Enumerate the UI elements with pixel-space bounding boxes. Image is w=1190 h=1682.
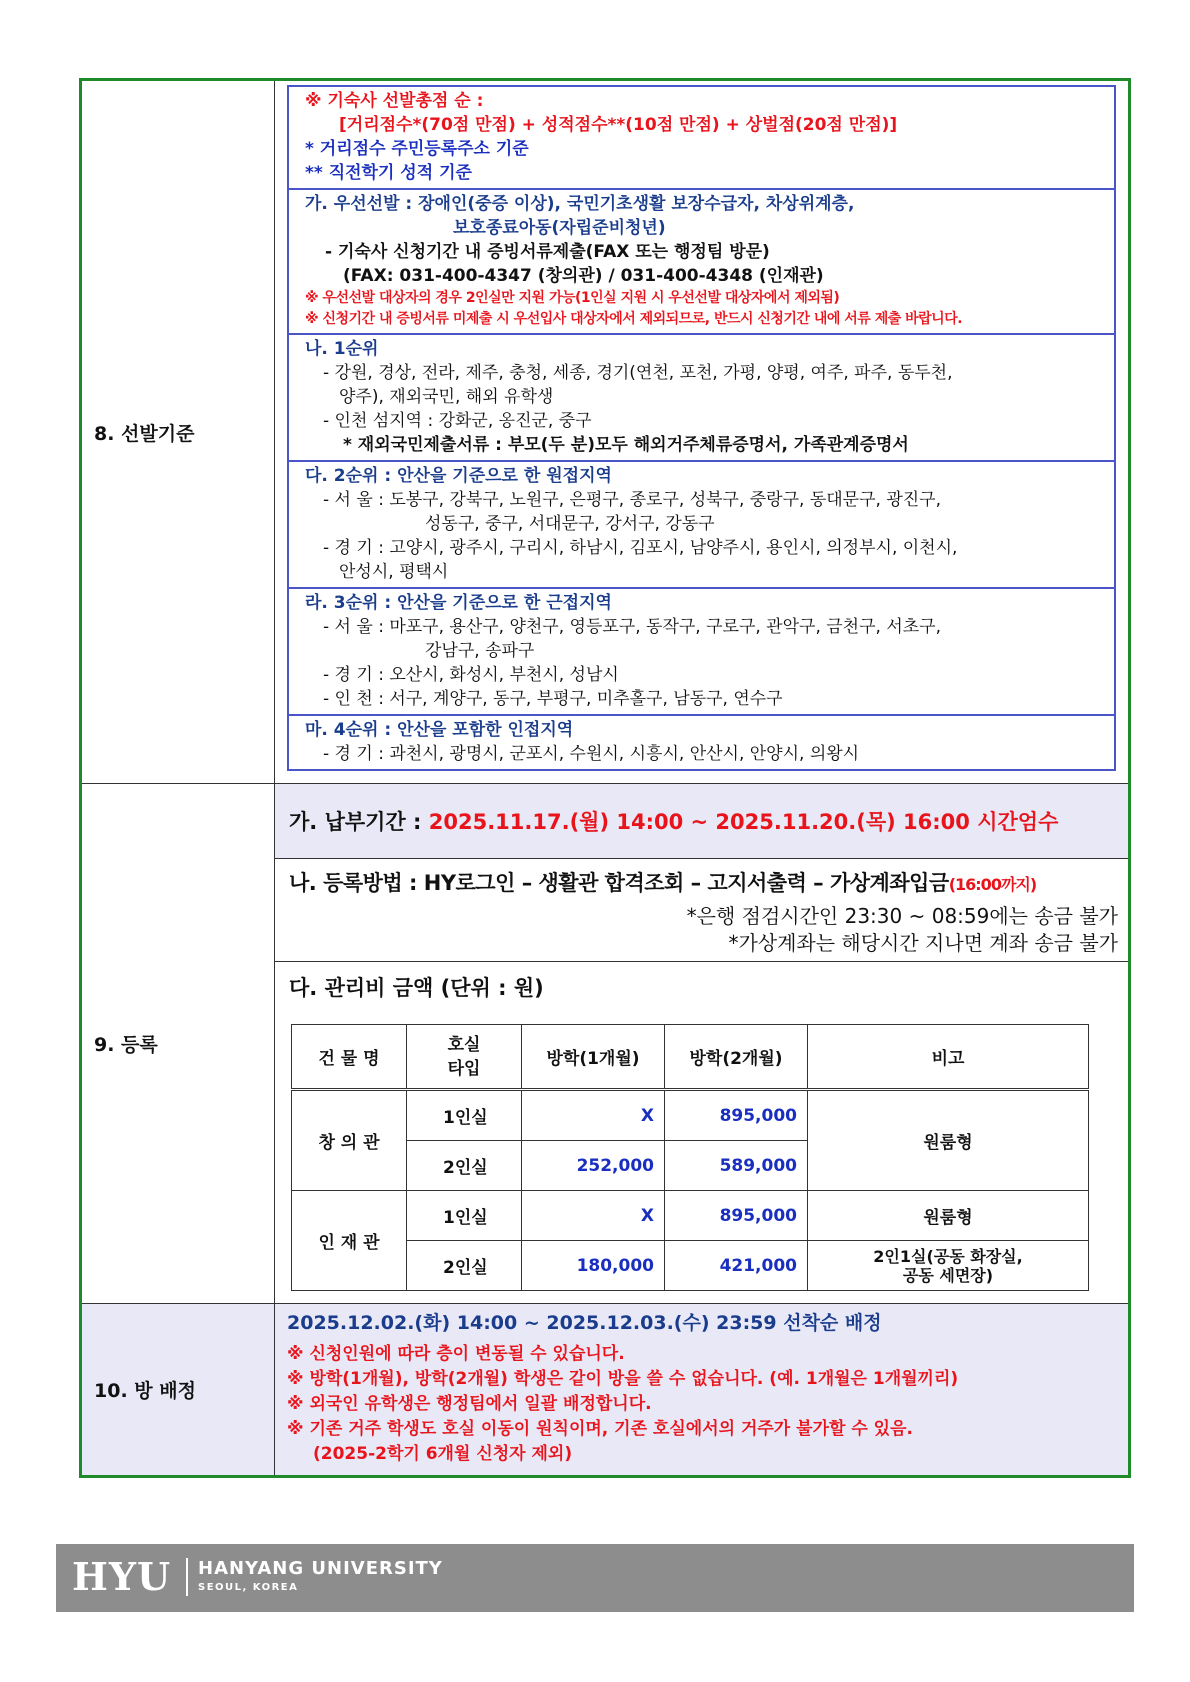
rank1-box: [287, 335, 1116, 462]
fee-1month: X: [522, 1191, 665, 1241]
fee-header-room-type: 호실 타입: [407, 1025, 522, 1090]
room-note-1: ※ 신청인원에 따라 층이 변동될 수 있습니다.: [287, 1344, 625, 1364]
fee-note-line-2: 공동 세면장): [902, 1265, 994, 1285]
footer-bar: [56, 1544, 1134, 1612]
fee-cell: [275, 962, 1130, 1304]
payment-period: [275, 784, 1128, 858]
fee-1month: 252,000: [522, 1141, 665, 1191]
fee-note: [808, 1241, 1089, 1291]
rank4-line-1: - 경 기 : 과천시, 광명시, 군포시, 수원시, 시흥시, 안산시, 안양시, 의왕시: [323, 744, 860, 764]
fee-section: [275, 962, 1128, 1303]
rank4-box: [287, 716, 1116, 771]
priority-title-1: 가. 우선선발 : 장애인(중증 이상), 국민기초생활 보장수급자, 차상위계층,: [305, 194, 855, 214]
priority-note-1: ※ 우선선발 대상자의 경우 2인실만 지원 가능(1인실 지원 시 우선선발 대상자에서 제외됨): [305, 290, 840, 306]
payment-period-label: 가. 납부기간 :: [289, 810, 422, 834]
fee-header-row: [292, 1025, 1089, 1090]
fee-2month: 421,000: [665, 1241, 808, 1291]
section-8-row: [81, 80, 1130, 784]
university-name: HANYANG UNIVERSITY: [198, 1558, 443, 1579]
fee-2month: 589,000: [665, 1141, 808, 1191]
rank3-line-2: 강남구, 송파구: [425, 641, 535, 661]
table-row: [292, 1191, 1089, 1241]
priority-line-2: (FAX: 031-400-4347 (창의관) / 031-400-4348 (인재관): [343, 266, 824, 286]
rank2-line-1: - 서 울 : 도봉구, 강북구, 노원구, 은평구, 종로구, 성북구, 중랑구, 동대문구, 광진구,: [323, 490, 942, 510]
registration-method: [275, 859, 1128, 961]
rank3-line-1: - 서 울 : 마포구, 용산구, 양천구, 영등포구, 동작구, 구로구, 관악구, 금천구, 서초구,: [323, 617, 942, 637]
room-type: 1인실: [407, 1090, 522, 1141]
fee-title: 다. 관리비 금액 (단위 : 원): [289, 976, 544, 1000]
rank2-title: 다. 2순위 : 안산을 기준으로 한 원접지역: [305, 466, 612, 486]
bank-notes: [289, 903, 1118, 957]
rank1-title: 나. 1순위: [305, 339, 379, 359]
score-note-distance: * 거리점수 주민등록주소 기준: [305, 139, 529, 159]
rank3-title: 라. 3순위 : 안산을 기준으로 한 근접지역: [305, 593, 612, 613]
fee-2month: 895,000: [665, 1090, 808, 1141]
room-type: 2인실: [407, 1141, 522, 1191]
fee-header-note: 비고: [808, 1025, 1089, 1090]
bank-note-2: *가상계좌는 해당시간 지나면 계좌 송금 불가: [728, 931, 1118, 955]
rank3-line-4: - 인 천 : 서구, 계양구, 동구, 부평구, 미추홀구, 남동구, 연수구: [323, 689, 783, 709]
table-row: [292, 1241, 1089, 1291]
section-8-label: 8. 선발기준: [81, 80, 275, 784]
room-type: 1인실: [407, 1191, 522, 1241]
section-9-row: [81, 784, 1130, 859]
room-note-4: ※ 기존 거주 학생도 호실 이동이 원칙이며, 기존 호실에서의 거주가 불가할 수 있음.: [287, 1419, 913, 1439]
rank2-line-3: - 경 기 : 고양시, 광주시, 구리시, 하남시, 김포시, 남양주시, 용인시, 의정부시, 이천시,: [323, 538, 958, 558]
room-note-3: ※ 외국인 유학생은 행정팀에서 일괄 배정합니다.: [287, 1394, 652, 1414]
rank1-line-1: - 강원, 경상, 전라, 제주, 충청, 세종, 경기(연천, 포천, 가평, 양평, 여주, 파주, 동두천,: [323, 363, 953, 383]
logo-divider: [186, 1558, 188, 1596]
room-note-5: (2025-2학기 6개월 신청자 제외): [313, 1444, 573, 1464]
criteria-table: [79, 78, 1131, 1478]
registration-method-cell: [275, 859, 1130, 962]
room-note-2: ※ 방학(1개월), 방학(2개월) 학생은 같이 방을 쓸 수 없습니다. (예. 1개월은 1개월끼리): [287, 1369, 959, 1389]
fee-header-building: 건 물 명: [292, 1025, 407, 1090]
rank1-line-3: - 인천 섬지역 : 강화군, 옹진군, 중구: [323, 411, 592, 431]
section-10-label: 10. 방 배정: [81, 1304, 275, 1477]
fee-header-1month: 방학(1개월): [522, 1025, 665, 1090]
score-formula: [거리점수*(70점 만점) + 성적점수**(10점 만점) + 상벌점(20점 만점)]: [339, 115, 898, 135]
rank4-title: 마. 4순위 : 안산을 포함한 인접지역: [305, 720, 574, 740]
fee-note: 원룸형: [808, 1090, 1089, 1191]
rank2-line-4: 안성시, 평택시: [339, 562, 449, 582]
score-note-grade: ** 직전학기 성적 기준: [305, 163, 472, 183]
fee-1month: X: [522, 1090, 665, 1141]
rank2-line-2: 성동구, 중구, 서대문구, 강서구, 강동구: [425, 514, 715, 534]
university-logo: HYU: [72, 1554, 172, 1599]
fee-header-2month: 방학(2개월): [665, 1025, 808, 1090]
building-changui: 창 의 관: [292, 1090, 407, 1191]
payment-period-cell: [275, 784, 1130, 859]
rank2-box: [287, 462, 1116, 589]
rank1-line-4: * 재외국민제출서류 : 부모(두 분)모두 해외거주체류증명서, 가족관계증명서: [343, 435, 909, 455]
section-8-content: [275, 80, 1130, 784]
fee-note-line-1: 2인1실(공동 화장실,: [873, 1246, 1023, 1266]
section-10-row: [81, 1304, 1130, 1477]
registration-deadline: (16:00까지): [948, 875, 1037, 894]
section-10-content: [275, 1304, 1130, 1477]
priority-note-2: ※ 신청기간 내 증빙서류 미제출 시 우선입사 대상자에서 제외되므로, 반드시 신청기간 내에 서류 제출 바랍니다.: [305, 311, 963, 327]
fee-note: 원룸형: [808, 1191, 1089, 1241]
rank1-line-2: 양주), 재외국민, 해외 유학생: [339, 387, 554, 407]
fee-1month: 180,000: [522, 1241, 665, 1291]
table-row: [292, 1090, 1089, 1141]
score-title: ※ 기숙사 선발총점 순 :: [305, 91, 484, 111]
total-score-box: [287, 85, 1116, 190]
room-type: 2인실: [407, 1241, 522, 1291]
room-assignment-period: 2025.12.02.(화) 14:00 ~ 2025.12.03.(수) 23:59 선착순 배정: [287, 1312, 882, 1334]
priority-line-1: - 기숙사 신청기간 내 증빙서류제출(FAX 또는 행정팀 방문): [325, 242, 770, 262]
rank3-box: [287, 589, 1116, 716]
bank-note-1: *은행 점검시간인 23:30 ~ 08:59에는 송금 불가: [686, 904, 1118, 928]
fee-table: [291, 1024, 1089, 1291]
priority-box: [287, 190, 1116, 335]
priority-title-2: 보호종료아동(자립준비청년): [453, 218, 666, 238]
fee-2month: 895,000: [665, 1191, 808, 1241]
section-9-label: 9. 등록: [81, 784, 275, 1304]
rank3-line-3: - 경 기 : 오산시, 화성시, 부천시, 성남시: [323, 665, 619, 685]
building-injae: 인 재 관: [292, 1191, 407, 1291]
registration-method-text: 나. 등록방법 : HY로그인 – 생활관 합격조회 – 고지서출력 – 가상계좌입금: [289, 871, 949, 895]
university-location: SEOUL, KOREA: [198, 1582, 299, 1593]
payment-period-value: 2025.11.17.(월) 14:00 ~ 2025.11.20.(목) 16:00 시간엄수: [428, 810, 1059, 834]
